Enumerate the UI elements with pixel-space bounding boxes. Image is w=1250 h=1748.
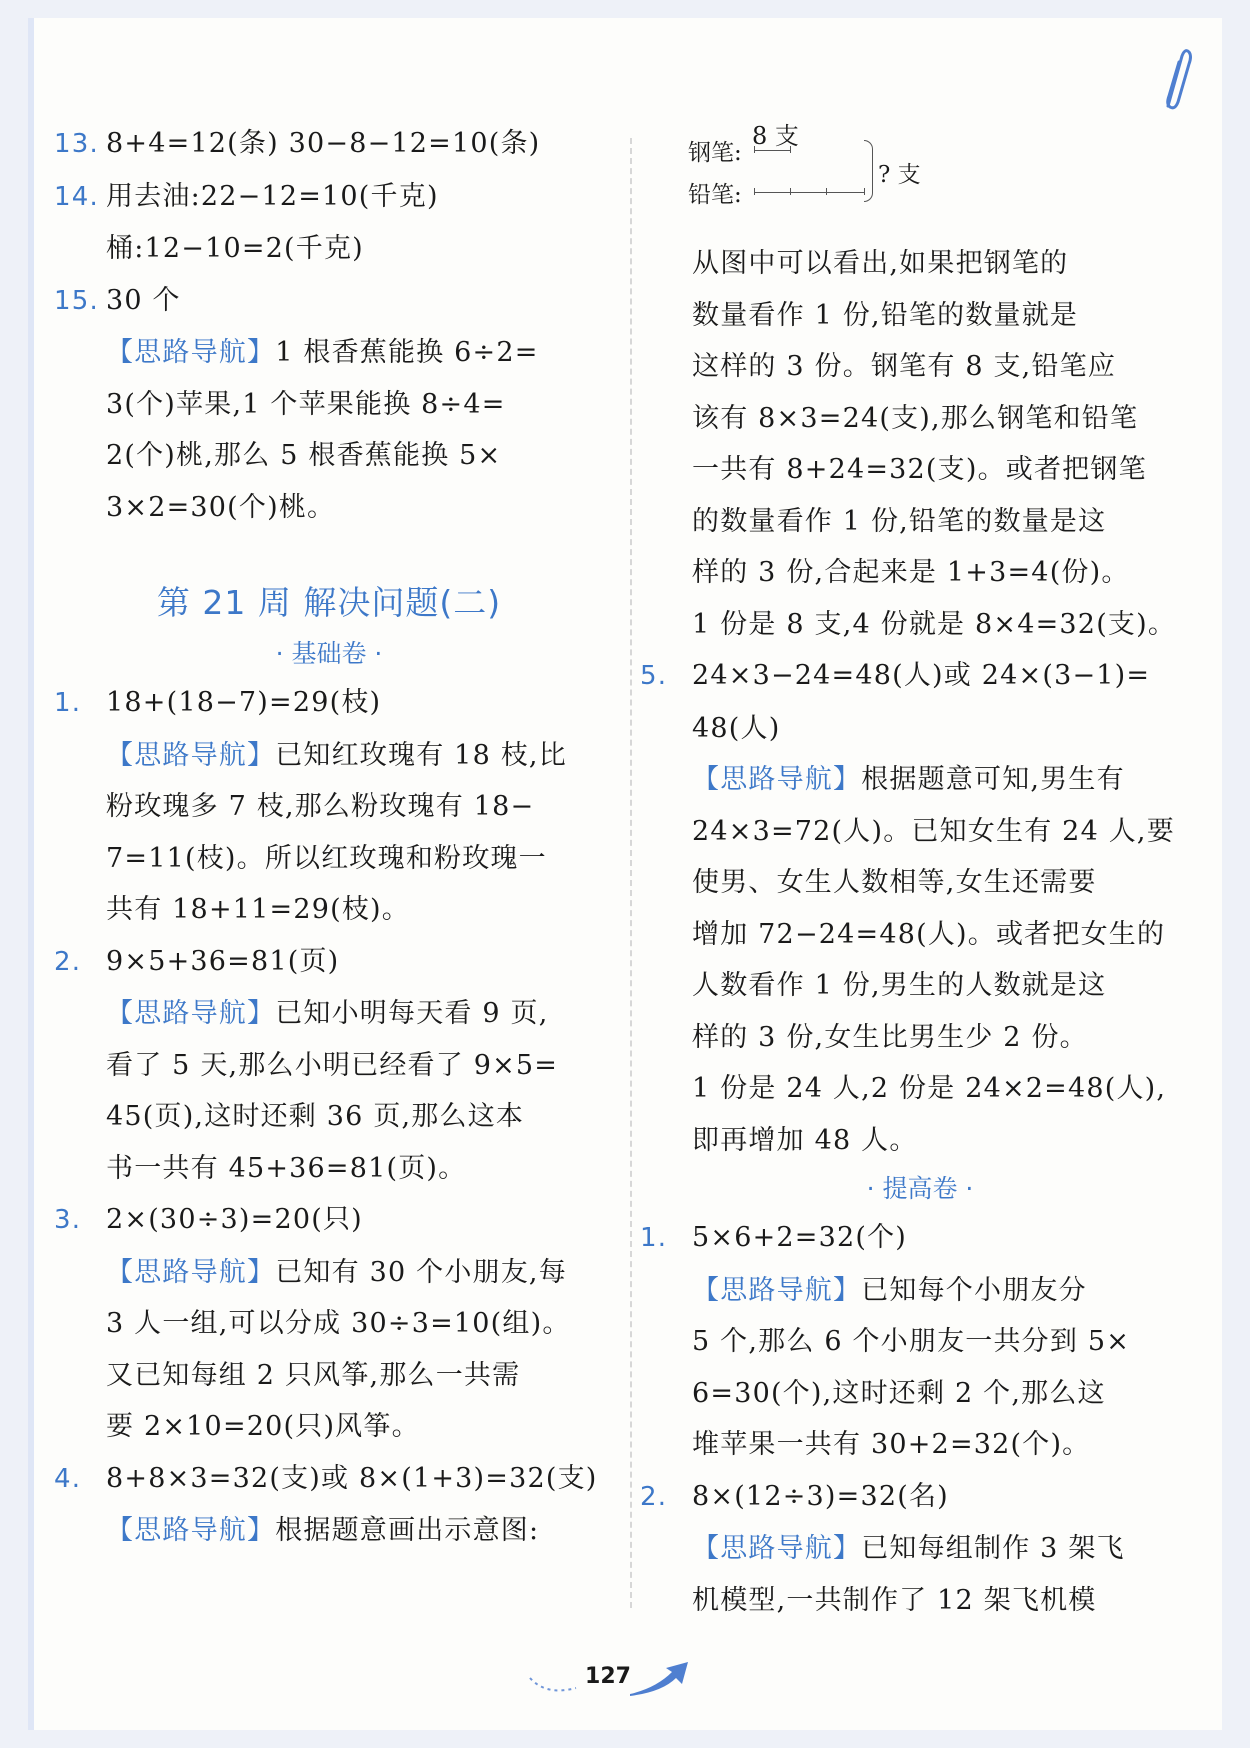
text-line [54,1040,604,1092]
text-line [640,806,1200,858]
column-divider [630,138,632,1608]
question-number: 1. [54,688,82,718]
text-line [640,496,1200,548]
text-line [640,857,1200,909]
text-line [640,1523,1200,1575]
text-line [54,1401,604,1453]
line-text: 看了 5 天,那么小明已经看了 9×5= [106,1049,559,1081]
line-text: 已知红玫瑰有 18 枝,比 [275,739,567,771]
line-text: 48(人) [692,712,781,744]
text-line [640,1419,1200,1471]
question-number: 2. [54,946,82,977]
total-brace [864,140,873,202]
line-text: 3(个)苹果,1 个苹果能换 8÷4= [106,388,506,420]
line-text: 2(个)桃,那么 5 根香蕉能换 5× [106,440,502,471]
text-line [640,650,1200,703]
text-line [640,290,1200,342]
line-text: 样的 3 份,女生比男生少 2 份。 [692,1021,1088,1053]
text-line [640,1575,1200,1627]
text-line [640,1012,1200,1064]
text-line [54,1453,604,1506]
line-text: 用去油:22−12=10(千克) [106,180,439,212]
hint-tag: 【思路导航】 [692,1274,862,1306]
text-line [54,677,604,730]
line-text: 7=11(枝)。所以红玫瑰和粉玫瑰一 [106,842,547,874]
hint-tag: 【思路导航】 [106,1256,276,1288]
question-number: 14. [54,181,99,212]
text-line [640,1063,1200,1115]
line-text: 1 根香蕉能换 6÷2= [275,337,539,368]
hint-tag: 【思路导航】 [106,1515,276,1546]
line-text: 已知小明每天看 9 页, [275,998,549,1029]
text-line [54,833,604,885]
basic-subheading: · 基础卷 · [275,639,383,668]
advanced-subheading: · 提高卷 · [866,1174,974,1203]
text-line [54,1298,604,1350]
text-line [640,393,1200,445]
line-text: 18+(18−7)=29(枝) [106,687,382,718]
page-number: 127 [585,1664,631,1689]
line-text: 已知每个小朋友分 [861,1274,1087,1306]
line-text: 增加 72−24=48(人)。或者把女生的 [692,918,1166,950]
text-line [54,379,604,431]
line-text: 1 份是 8 支,4 份就是 8×4=32(支)。 [692,608,1177,640]
line-text: 30 个 [106,284,181,316]
line-text: 书一共有 45+36=81(页)。 [106,1152,467,1184]
line-text: 的数量看作 1 份,铅笔的数量是这 [692,505,1107,537]
line-text: 8+8×3=32(支)或 8×(1+3)=32(支) [106,1462,598,1494]
line-text: 6=30(个),这时还剩 2 个,那么这 [692,1377,1106,1409]
pencil-tick-3 [826,188,827,195]
line-text: 8+4=12(条) 30−8−12=10(条) [106,128,541,159]
line-text: 8×(12÷3)=32(名) [692,1480,949,1512]
pencil-tick-1 [754,188,755,195]
text-line [54,1194,604,1247]
pen-label: 钢笔: [688,140,742,166]
pen-segment [754,150,790,151]
text-line [54,988,604,1040]
text-line [640,341,1200,393]
text-line [640,444,1200,496]
hint-tag: 【思路导航】 [106,337,276,368]
line-text: 5×6+2=32(个) [692,1222,908,1253]
pencil-tick-2 [790,188,791,195]
line-text: 数量看作 1 份,铅笔的数量就是 [692,299,1079,331]
page-edge [28,18,34,1730]
section-heading: 第 21 周 解决问题(二) [156,583,502,622]
line-text: 即再增加 48 人。 [692,1124,918,1156]
hint-tag: 【思路导航】 [692,764,862,795]
line-text: 共有 18+11=29(枝)。 [106,894,410,925]
text-line [54,171,604,224]
line-text: 堆苹果一共有 30+2=32(个)。 [692,1429,1091,1460]
line-text: 24×3−24=48(人)或 24×(3−1)= [692,660,1151,691]
line-text: 1 份是 24 人,2 份是 24×2=48(人), [692,1073,1167,1104]
text-line [640,1316,1200,1368]
text-line [640,1265,1200,1317]
pen-tick-end [790,146,791,153]
pen-value: 8 支 [752,122,799,150]
line-text: 样的 3 份,合起来是 1+3=4(份)。 [692,557,1130,588]
line-text: 2×(30÷3)=20(只) [106,1204,363,1235]
question-number: 5. [640,661,668,691]
text-line [54,430,604,482]
line-text: 人数看作 1 份,男生的人数就是这 [692,970,1107,1001]
text-line [54,1247,604,1299]
paperclip-icon [1158,46,1194,116]
line-text: 这样的 3 份。钢笔有 8 支,铅笔应 [692,351,1117,382]
pencil-segment [754,192,864,193]
page [28,18,1222,1730]
text-line [54,275,604,328]
question-number: 2. [640,1481,668,1512]
text-line [640,1471,1200,1524]
line-text: 24×3=72(人)。已知女生有 24 人,要 [692,815,1175,847]
line-text: 已知有 30 个小朋友,每 [275,1256,567,1288]
text-line [54,1505,604,1557]
arrow-icon [628,1658,690,1698]
line-text: 机模型,一共制作了 12 架飞机模 [692,1584,1097,1616]
total-label: ? 支 [878,162,921,188]
line-text: 粉玫瑰多 7 枝,那么粉玫瑰有 18− [106,791,535,822]
text-line [640,909,1200,961]
text-line [54,781,604,833]
text-line [640,599,1200,651]
text-line [54,223,604,275]
text-line [640,754,1200,806]
text-line [640,960,1200,1012]
text-line [640,1368,1200,1420]
text-line [640,703,1200,755]
line-text: 一共有 8+24=32(支)。或者把钢笔 [692,454,1147,485]
question-number: 1. [640,1223,668,1253]
text-line [54,482,604,534]
line-text: 又已知每组 2 只风筝,那么一共需 [106,1359,521,1391]
line-text: 桶:12−10=2(千克) [106,233,364,264]
pen-tick-start [754,146,755,153]
line-text: 要 2×10=20(只)风筝。 [106,1411,420,1442]
text-line [640,1115,1200,1167]
text-line [54,730,604,782]
right-column [640,118,1200,1626]
text-line [54,884,604,936]
text-line [54,118,604,171]
line-text: 根据题意可知,男生有 [861,764,1125,795]
pen-pencil-diagram [640,118,1200,238]
text-line [54,1143,604,1195]
line-text: 使男、女生人数相等,女生还需要 [692,867,1097,898]
line-text: 根据题意画出示意图: [275,1515,540,1546]
question-number: 15. [54,285,99,316]
hint-tag: 【思路导航】 [106,998,276,1029]
text-line [54,936,604,989]
left-column [54,118,604,1557]
hint-tag: 【思路导航】 [692,1533,862,1564]
line-text: 5 个,那么 6 个小朋友一共分到 5× [692,1326,1131,1357]
text-line [640,1212,1200,1265]
question-number: 13. [54,129,99,159]
hint-tag: 【思路导航】 [106,739,276,771]
line-text: 已知每组制作 3 架飞 [861,1533,1125,1564]
line-text: 该有 8×3=24(支),那么钢笔和铅笔 [692,402,1139,434]
text-line [54,1091,604,1143]
pencil-label: 铅笔: [688,182,742,208]
text-line [54,1350,604,1402]
question-number: 4. [54,1463,82,1494]
text-line [54,327,604,379]
text-line [640,547,1200,599]
text-line [640,238,1200,290]
line-text: 3×2=30(个)桃。 [106,491,336,523]
line-text: 9×5+36=81(页) [106,945,340,977]
question-number: 3. [54,1205,82,1235]
line-text: 45(页),这时还剩 36 页,那么这本 [106,1101,525,1132]
line-text: 从图中可以看出,如果把钢笔的 [692,248,1069,279]
line-text: 3 人一组,可以分成 30÷3=10(组)。 [106,1308,571,1339]
